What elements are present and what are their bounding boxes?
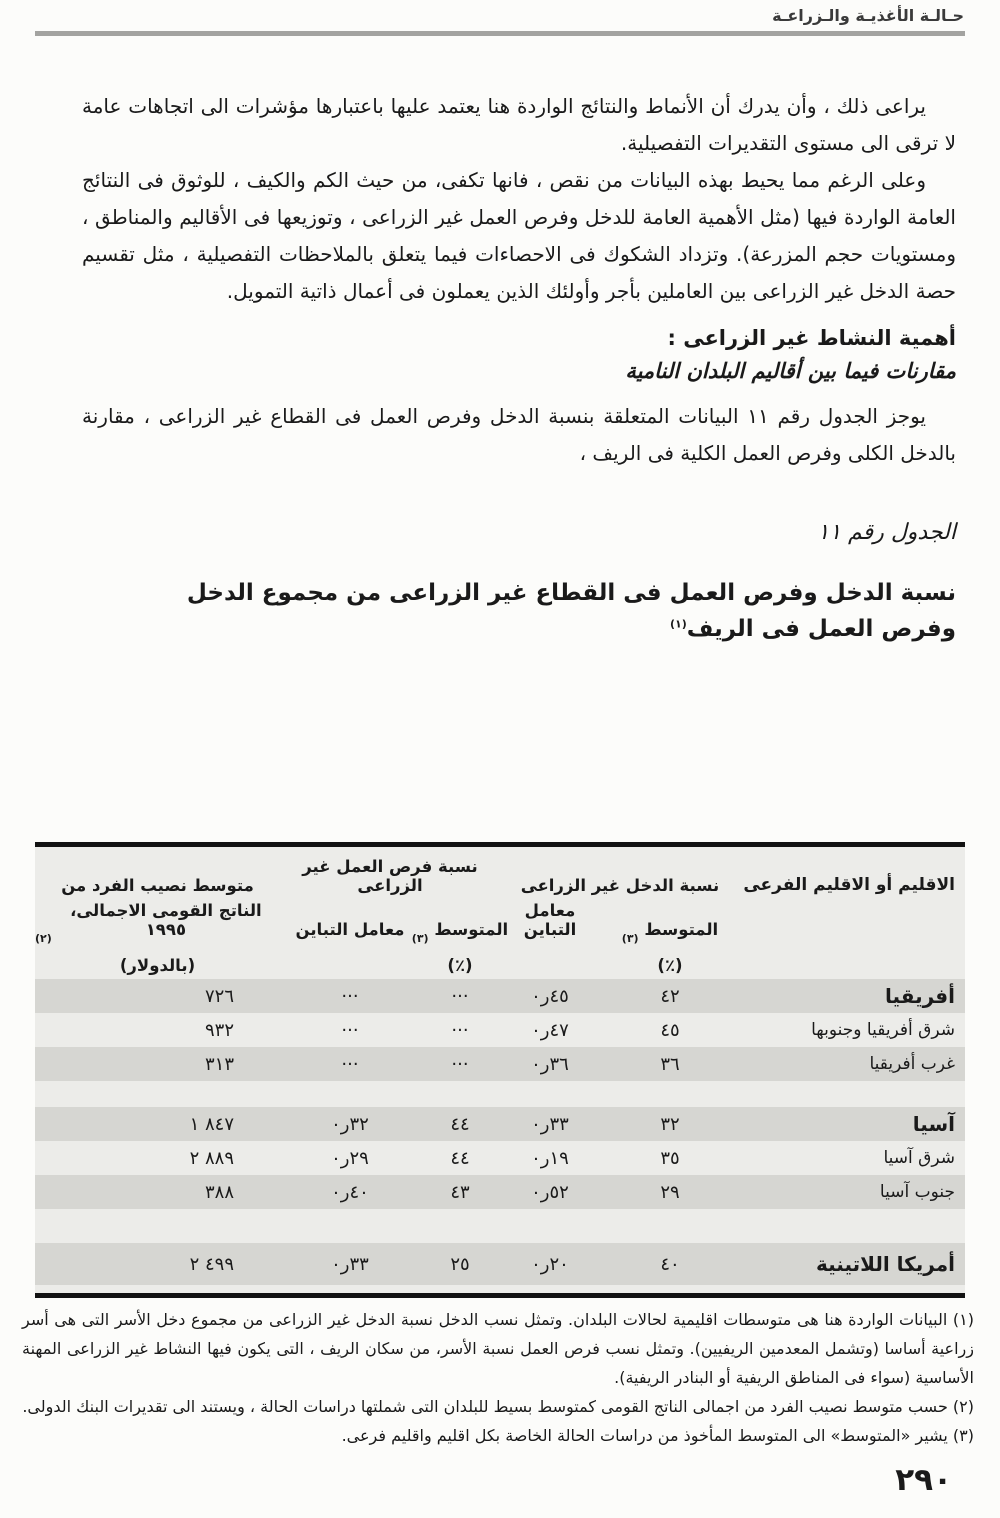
body-column [82, 88, 956, 647]
income-mean-value: ٣٢ [660, 1113, 680, 1135]
income-cv-value: ٠ر٣٦ [531, 1053, 569, 1075]
employment-cv-value: ··· [341, 1053, 359, 1075]
table-caption: الجدول رقم ١١ [817, 520, 956, 545]
table-row-east-asia [35, 1141, 965, 1175]
footnote-1: (١) البيانات الواردة هنا هى متوسطات اقليمية لحالات البلدان. وتمثل نسب الدخل نسبة الدخل غير الزراعى من مجموع دخل الأسر التى هى أسر زراعية أساسا (وتشمل المعدمين الريفيين). وتمثل نسب فرص العمل نسبة الأسر، من سكان الريف ، التى يكون فيها النشاط غير الزراعى المهنة الأساسية (سواء فى المناطق الريفية أو البنادر الريفية). [22, 1310, 974, 1387]
column-group-nonfarm-employment: نسبة فرص العمل غير الزراعى [302, 857, 478, 895]
region-name: آسيا [912, 1112, 955, 1136]
column-header-gnp-line2: الناتج القومى الاجمالى، ١٩٩٥ (٢) [35, 899, 280, 943]
table-row-south-asia [35, 1175, 965, 1209]
table-row-africa [35, 979, 965, 1013]
employment-mean-value: ٤٣ [450, 1181, 470, 1203]
employment-cv-value: ٠ر٣٣ [331, 1253, 369, 1275]
employment-cv-value: ٠ر٣٢ [331, 1113, 369, 1135]
unit-percent-income: (٪) [657, 956, 683, 975]
footnote-3: (٣) يشير «المتوسط» الى المتوسط المأخوذ من دراسات الحالة الخاصة بكل اقليم واقليم فرعى. [341, 1426, 974, 1445]
income-cv-value: ٠ر٣٣ [531, 1113, 569, 1135]
employment-mean-value: ٤٤ [450, 1147, 470, 1169]
region-name: أفريقيا [885, 984, 955, 1008]
table-title-line1: نسبة الدخل وفرص العمل فى القطاع غير الزراعى من مجموع الدخل [186, 580, 956, 606]
employment-mean-value: ٢٥ [450, 1253, 470, 1275]
income-cv-value: ٠ر٤٥ [531, 985, 569, 1007]
income-mean-value: ٣٥ [660, 1147, 680, 1169]
employment-mean-value: ٤٤ [450, 1113, 470, 1135]
income-mean-value: ٢٩ [660, 1181, 680, 1203]
subheader-employment-mean-label: المتوسط [434, 920, 509, 939]
table-row-west-africa [35, 1047, 965, 1081]
table-row-asia [35, 1107, 965, 1141]
footnotes [22, 1305, 974, 1450]
region-name: شرق أفريقيا وجنوبها [811, 1020, 955, 1040]
page-number: ٢٩٠ [895, 1462, 952, 1498]
income-cv-value: ٠ر٤٧ [531, 1019, 569, 1041]
gnp-value: ٧٢٦ [204, 985, 234, 1007]
footnote-2: (٢) حسب متوسط نصيب الفرد من اجمالى الناتج القومى كمتوسط بسيط للبلدان التى شملتها دراسات الحالة ، ويستند الى تقديرات البنك الدولى. [22, 1397, 974, 1416]
region-name: غرب أفريقيا [869, 1054, 955, 1074]
table-row-east-southern-africa [35, 1013, 965, 1047]
column-header-gnp-line2-label: الناتج القومى الاجمالى، ١٩٩٥ [70, 901, 262, 939]
employment-mean-value: ··· [451, 1053, 469, 1075]
gnp-value: ٢ ٨٨٩ [189, 1147, 234, 1169]
gnp-value: ٢ ٤٩٩ [189, 1253, 234, 1275]
region-name: شرق آسيا [883, 1148, 955, 1168]
table-title-line2: وفرص العمل فى الريف [686, 616, 956, 642]
income-cv-value: ٠ر٥٢ [531, 1181, 569, 1203]
header-rule [35, 31, 965, 36]
subheader-employment-cv: معامل التباين [295, 920, 405, 939]
income-mean-value: ٣٦ [660, 1053, 680, 1075]
subheader-income-cv: معامل التباين [523, 901, 577, 939]
subheader-employment-mean: المتوسط (٣) [411, 920, 509, 945]
region-name: أمريكا اللاتينية [816, 1252, 955, 1276]
gnp-value: ١ ٨٤٧ [189, 1113, 234, 1135]
employment-mean-value: ··· [451, 1019, 469, 1041]
region-name: جنوب آسيا [879, 1182, 955, 1202]
employment-mean-value: ··· [451, 985, 469, 1007]
subheader-income-mean-label: المتوسط [644, 920, 719, 939]
footnote-ref-1: (١) [669, 617, 687, 631]
table-group-gap [35, 1209, 965, 1243]
table-bottom-padding [35, 1285, 965, 1293]
section-heading [82, 322, 956, 388]
employment-cv-value: ··· [341, 1019, 359, 1041]
gnp-value: ٩٣٢ [204, 1019, 234, 1041]
running-header-title: حـالـة الأغذيـة والـزراعـة [772, 6, 964, 25]
income-cv-value: ٠ر٢٠ [531, 1253, 569, 1275]
income-cv-value: ٠ر١٩ [531, 1147, 569, 1169]
data-table [35, 842, 965, 1298]
employment-cv-value: ··· [341, 985, 359, 1007]
paragraph-1: يراعى ذلك ، وأن يدرك أن الأنماط والنتائج الواردة هنا يعتمد عليها باعتبارها مؤشرات الى اتجاهات عامة لا ترقى الى مستوى التقديرات التفصيلية. [82, 94, 956, 155]
unit-percent-employment: (٪) [447, 956, 473, 975]
income-mean-value: ٤٠ [660, 1253, 680, 1275]
paragraph-2: وعلى الرغم مما يحيط بهذه البيانات من نقص ، فانها تكفى، من حيث الكم والكيف ، للوثوق فى النتائج العامة الواردة فيها (مثل الأهمية العامة للدخل وفرص العمل غير الزراعى ، وتوزيعها فى الأقاليم والمناطق ، ومستويات حجم المزرعة). وتزداد الشكوك فى الاحصاءات فيما يتعلق بالملاحظات التفصيلية ، مثل تقسيم حصة الدخل غير الزراعى بين العاملين بأجر وأولئك الذين يعملون فى أعمال ذاتية التمويل. [82, 168, 956, 303]
employment-cv-value: ٠ر٤٠ [331, 1181, 369, 1203]
income-mean-value: ٤٢ [660, 985, 680, 1007]
income-mean-value: ٤٥ [660, 1019, 680, 1041]
column-group-nonfarm-income: نسبة الدخل غير الزراعى [520, 876, 720, 895]
section-heading-line1: أهمية النشاط غير الزراعى : [667, 326, 956, 350]
column-header-region: الاقليم أو الاقليم الفرعى [743, 875, 955, 895]
subheader-income-mean: المتوسط (٣) [621, 920, 719, 945]
gnp-value: ٣٨٨ [204, 1181, 234, 1203]
column-header-gnp-line1: متوسط نصيب الفرد من [61, 876, 254, 895]
table-group-gap [35, 1081, 965, 1107]
paragraph-3: يوجز الجدول رقم ١١ البيانات المتعلقة بنسبة الدخل وفرص العمل فى القطاع غير الزراعى ، مقارنة بالدخل الكلى وفرص العمل الكلية فى الريف ، [82, 404, 956, 465]
table-header [35, 847, 965, 979]
gnp-value: ٣١٣ [204, 1053, 234, 1075]
section-heading-line2: مقارنات فيما بين أقاليم البلدان النامية [625, 359, 956, 383]
unit-dollars: (بالدولار) [119, 956, 196, 975]
table-title [82, 575, 956, 647]
employment-cv-value: ٠ر٢٩ [331, 1147, 369, 1169]
table-row-latin-america [35, 1243, 965, 1285]
